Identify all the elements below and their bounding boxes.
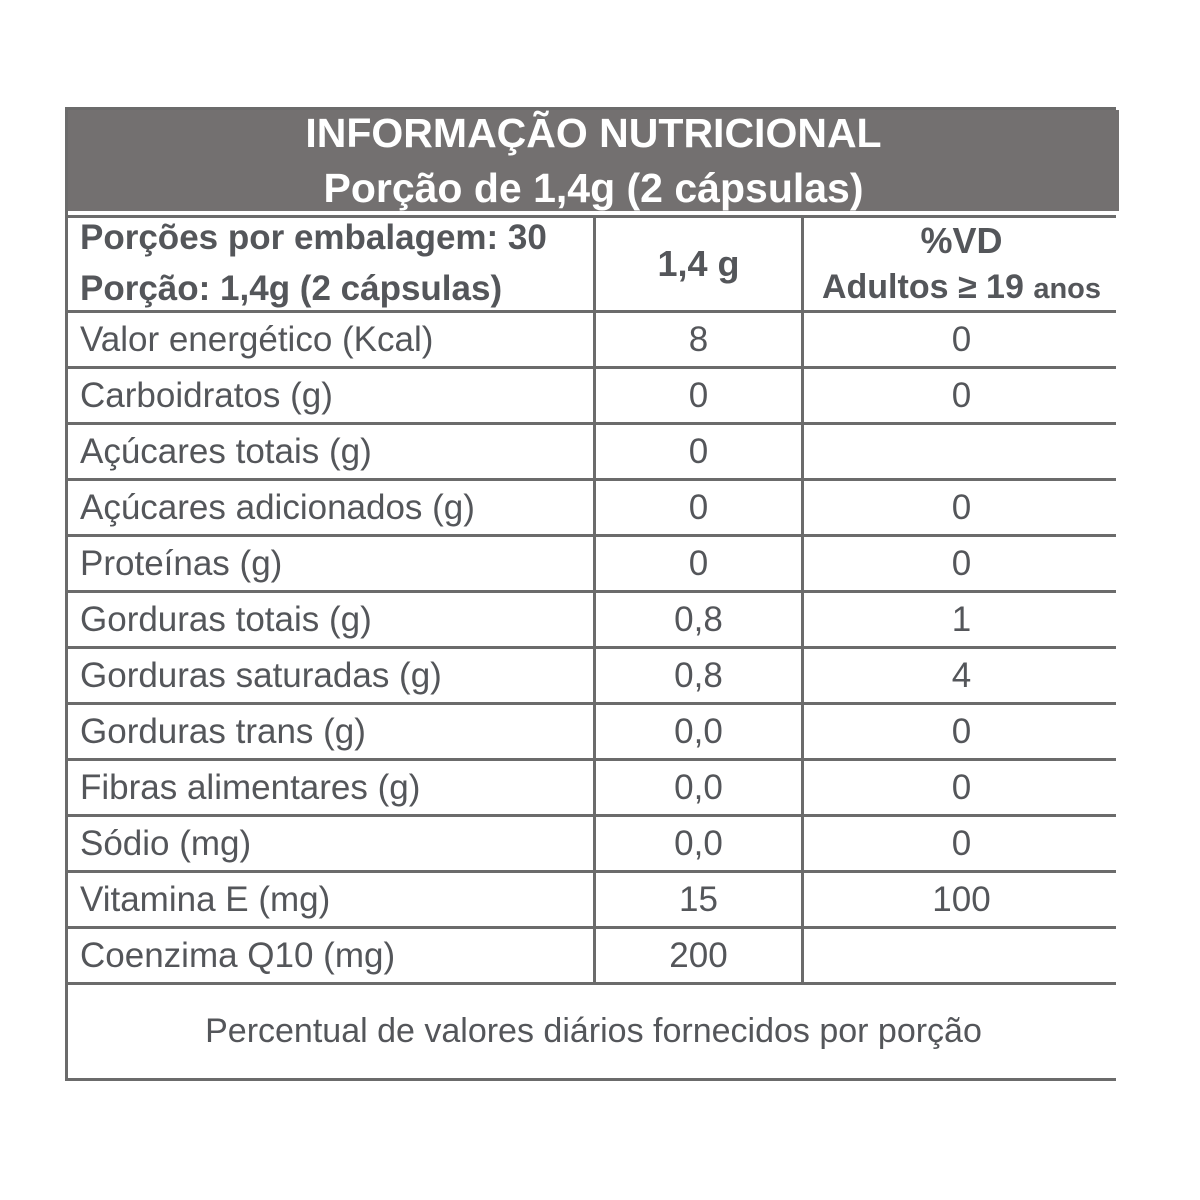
dv-label: %VD [920, 219, 1003, 261]
row-amount: 0,8 [596, 649, 801, 702]
row-dv [804, 425, 1119, 478]
table-title: INFORMAÇÃO NUTRICIONAL [305, 110, 882, 157]
serving-subtitle: Porção de 1,4g (2 cápsulas) [323, 164, 864, 211]
row-amount: 8 [596, 313, 801, 366]
amount-column-header: 1,4 g [596, 218, 801, 310]
serving-size: Porção: 1,4g (2 cápsulas) [80, 269, 503, 308]
row-amount: 0 [596, 481, 801, 534]
row-label: Gorduras totais (g) [68, 593, 593, 646]
row-label: Açúcares totais (g) [68, 425, 593, 478]
row-label: Proteínas (g) [68, 537, 593, 590]
row-amount: 15 [596, 873, 801, 926]
row-label: Sódio (mg) [68, 817, 593, 870]
row-label: Fibras alimentares (g) [68, 761, 593, 814]
row-dv: 100 [804, 873, 1119, 926]
row-dv: 0 [804, 313, 1119, 366]
row-amount: 200 [596, 929, 801, 982]
row-amount: 0,8 [596, 593, 801, 646]
dv-column-header [804, 218, 1119, 310]
row-label: Coenzima Q10 (mg) [68, 929, 593, 982]
row-amount: 0 [596, 537, 801, 590]
row-dv: 1 [804, 593, 1119, 646]
row-amount: 0,0 [596, 761, 801, 814]
row-amount: 0,0 [596, 817, 801, 870]
row-label: Valor energético (Kcal) [68, 313, 593, 366]
nutrition-table [65, 107, 1116, 1081]
row-dv: 0 [804, 369, 1119, 422]
row-dv [804, 929, 1119, 982]
row-label: Gorduras trans (g) [68, 705, 593, 758]
row-dv: 0 [804, 537, 1119, 590]
row-label: Carboidratos (g) [68, 369, 593, 422]
row-label: Gorduras saturadas (g) [68, 649, 593, 702]
row-label: Vitamina E (mg) [68, 873, 593, 926]
row-amount: 0 [596, 425, 801, 478]
footer-note: Percentual de valores diários fornecidos por porção [68, 985, 1119, 1078]
table-title-band [68, 110, 1119, 215]
row-amount: 0 [596, 369, 801, 422]
row-dv: 0 [804, 761, 1119, 814]
row-amount: 0,0 [596, 705, 801, 758]
servings-per-package: Porções por embalagem: 30 [80, 218, 547, 258]
row-label: Açúcares adicionados (g) [68, 481, 593, 534]
row-dv: 0 [804, 481, 1119, 534]
row-dv: 4 [804, 649, 1119, 702]
row-dv: 0 [804, 705, 1119, 758]
row-dv: 0 [804, 817, 1119, 870]
serving-info-header [68, 218, 593, 310]
dv-sublabel: Adultos ≥ 19 anos [821, 268, 1102, 307]
